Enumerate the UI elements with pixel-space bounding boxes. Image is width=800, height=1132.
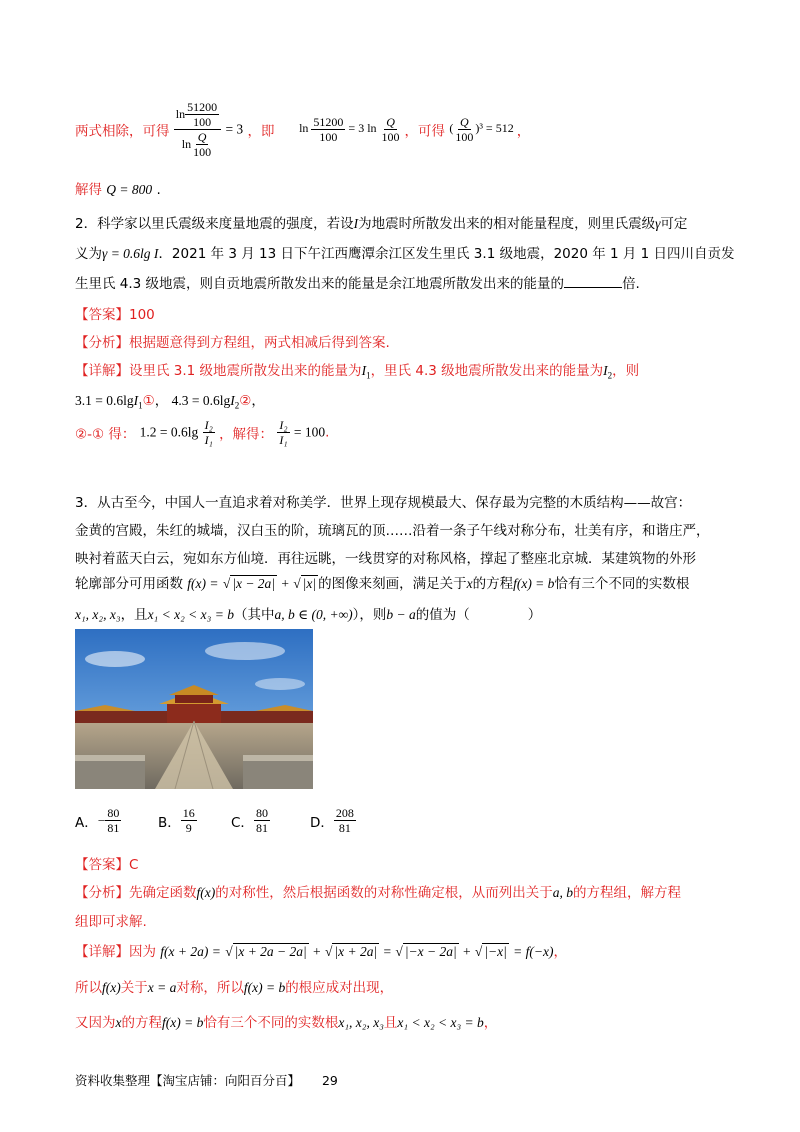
plus: + — [281, 576, 289, 591]
page-number: 29 — [321, 1073, 338, 1088]
domain: a, b ∈ (0, +∞) — [274, 607, 353, 622]
frac-den: 100 — [193, 115, 212, 129]
q2-text: ．2021 年 3 月 13 日下午江西鹰潭余江区发生里氏 3.1 级地震，2020 年 1 月 1 日四川自贡发 — [158, 246, 735, 262]
q3-detail-line1: 【详解】因为 f(x + 2a) = √ |x + 2a − 2a| + √ |x + 2a| = √ |−x − 2a| + √ |−x| = f(−x)， — [75, 944, 568, 960]
q3-text: 恰有三个不同的实数根 — [554, 576, 690, 592]
q2-text: 2．科学家以里氏震级来度量地震的强度，若设 — [75, 216, 354, 232]
q3-text: 的图像来刻画，满足关于 — [318, 576, 467, 592]
q2-line3 — [75, 272, 640, 292]
q2-text: 为地震时所散发出来的相对能量程度，则里氏震级 — [358, 216, 656, 232]
analysis-text: 的对称性，然后根据函数的对称性确定根，从而列出关于 — [215, 885, 553, 901]
frac-num: I₂ — [279, 418, 288, 432]
q2-answer: 【答案】100 — [75, 307, 155, 323]
math-gamma: γ — [655, 216, 661, 231]
option-a-label: A． — [75, 814, 98, 831]
frac-den: 81 — [255, 821, 268, 835]
frac-num: 80 — [107, 806, 120, 820]
equals: = — [383, 944, 392, 959]
detail-text: ，则 — [612, 363, 640, 379]
sqrt-term: |−x| — [484, 944, 507, 959]
frac-den: 100 — [455, 130, 474, 144]
eq-three-power: ( $\frac{Q}{100}$ )³ = 512 — [449, 115, 514, 144]
frac-den: 100 — [319, 130, 338, 144]
subtract-label: ②-① 得： — [75, 426, 136, 443]
sqrt-term: |−x − 2a| — [404, 944, 457, 959]
vars: a, b — [552, 885, 573, 900]
q3-text: ，且 — [120, 607, 148, 623]
q3-line4: 轮廓部分可用函数 f(x) = √ |x − 2a| + √ |x| 的图像来刻画，满足关于x的方程f(x) = b恰有三个不同的实数根 — [75, 576, 690, 592]
top-prefix: 两式相除，可得 — [75, 123, 170, 140]
frac-num: I₂ — [204, 418, 213, 432]
detail-text: 【详解】设里氏 3.1 级地震所散发出来的能量为 — [75, 363, 362, 379]
equation: f(x) = b — [162, 1015, 204, 1030]
footer-text: 资料收集整理【淘宝店铺：向阳百分百】 — [75, 1073, 301, 1088]
func-shift: f(x + 2a) = — [160, 944, 221, 959]
detail-text: 且 — [383, 1015, 398, 1031]
q3-detail-line3 — [75, 1011, 497, 1031]
page-footer — [75, 1071, 338, 1089]
frac-num: 51200 — [313, 115, 344, 129]
eq-three: = 3 — [225, 121, 244, 137]
detail-text: 关于 — [120, 980, 148, 996]
option-b-label: B． — [158, 814, 181, 831]
q3-line5 — [75, 603, 541, 623]
detail-text: ，里氏 4.3 级地震所散发出来的能量为 — [370, 363, 604, 379]
frac-num: 51200 — [187, 100, 218, 114]
func: f(x) — [102, 980, 121, 995]
circle-two: ② — [239, 393, 252, 409]
q3-analysis-line2: 组即可求解. — [75, 914, 147, 930]
option-d[interactable] — [310, 806, 356, 835]
frac-den: 100 — [381, 130, 400, 144]
detail-text: 又因为 — [75, 1015, 116, 1031]
sqrt-term: |x − 2a| — [232, 576, 276, 591]
ln-label: ln — [181, 137, 192, 151]
eq-mid: = 3 ln — [348, 121, 377, 136]
q2-text: 生里氏 4.3 级地震，则自贡地震所散发出来的能量是余江地震所散发出来的能量的 — [75, 276, 565, 292]
equation: f(x) = b — [243, 980, 286, 995]
frac-num: 16 — [182, 806, 195, 820]
ln-label: ln — [299, 121, 309, 136]
func-def: f(x) = — [187, 576, 219, 591]
math-I2: $I_2$ — [603, 363, 613, 381]
frac-num: 80 — [255, 806, 268, 820]
q3-line1: 3．从古至今，中国人一直追求着对称美学．世界上现存规模最大、保存最为完整的木质结构——故宫： — [75, 495, 692, 511]
big-fraction — [174, 100, 221, 159]
top-fraction-line — [75, 100, 530, 159]
frac-den: 81 — [107, 821, 120, 835]
q3-analysis-line1 — [75, 881, 681, 901]
sqrt-term: |x + 2a − 2a| — [234, 944, 307, 959]
solve-prefix: 解得 — [75, 182, 102, 198]
math-x: x — [115, 1015, 122, 1030]
frac-den: I₁ — [204, 433, 213, 447]
comma: ， — [251, 393, 265, 409]
option-b[interactable] — [158, 806, 231, 835]
frac-den: 81 — [338, 821, 351, 835]
ln-label: ln — [175, 107, 186, 121]
q3-answer: 【答案】C — [75, 857, 139, 873]
equation: f(x) = b — [513, 576, 555, 591]
comma: ， — [483, 1015, 498, 1031]
solve-line — [75, 178, 161, 198]
detail-text: 所以 — [75, 980, 102, 996]
q2-line2 — [75, 242, 735, 262]
frac-den: 9 — [185, 821, 192, 835]
option-a[interactable] — [75, 806, 158, 835]
forbidden-city-illustration — [75, 629, 313, 789]
plus: + — [313, 944, 321, 959]
kede-text: ，可得 — [404, 123, 446, 140]
eq-two — [299, 115, 404, 144]
q2-detail — [75, 359, 639, 381]
q3-line2: 金黄的宫殿，朱红的城墙，汉白玉的阶，琉璃瓦的顶……沿着一条子午线对称分布，壮美有序，和谐庄严， — [75, 523, 710, 539]
q2-line1 — [75, 212, 687, 232]
option-d-label: D． — [310, 814, 334, 831]
func-neg: = f(−x) — [513, 944, 554, 959]
detail-text: 的方程 — [121, 1015, 162, 1031]
roots: x₁, x₂, x₃ — [338, 1015, 384, 1030]
answer-blank — [564, 275, 622, 288]
q2-subtract — [75, 418, 329, 447]
comma: ， — [553, 944, 568, 960]
comma: ， — [516, 123, 531, 140]
q3-text: （其中 — [233, 607, 275, 623]
q2-text: 倍. — [622, 276, 640, 292]
q3-text: 轮廓部分可用函数 — [75, 576, 183, 592]
sqrt-term: |x| — [302, 576, 317, 591]
q2-text: 义为 — [75, 246, 102, 262]
target-expr: b − a — [386, 607, 416, 622]
q3-line3: 映衬着蓝天白云，宛如东方仙境．再往远眺，一线贯穿的对称风格，撑起了整座北京城．某建筑物的外形 — [75, 551, 696, 567]
subtract-eq: 1.2 = 0.6lg — [139, 424, 199, 440]
q3-text: ） — [527, 607, 542, 623]
q3-text: 的值为（ — [415, 607, 470, 623]
result-eq: = 100 — [293, 424, 326, 440]
detail-text: 的根应成对出现， — [285, 980, 394, 996]
plus: + — [463, 944, 471, 959]
analysis-text: 【分析】先确定函数 — [75, 885, 197, 901]
detail-text: 【详解】因为 — [75, 944, 156, 960]
period: . — [325, 424, 330, 441]
frac-num: Q — [459, 115, 469, 129]
func: f(x) — [196, 885, 216, 900]
frac-num: 208 — [335, 806, 354, 820]
option-c[interactable] — [231, 806, 310, 835]
period: . — [156, 182, 161, 198]
circle-one: ① — [142, 393, 155, 409]
math-I1: $I_1$ — [133, 393, 143, 411]
roots-order: x₁ < x₂ < x₃ = b — [397, 1015, 484, 1030]
math-I: I — [353, 216, 359, 231]
minus-sign: − — [97, 812, 106, 828]
q2-formula: γ = 0.6lg I — [102, 246, 159, 261]
option-c-label: C． — [231, 814, 254, 831]
q3-text: ），则 — [352, 607, 387, 623]
q2-text: 可定 — [660, 216, 688, 232]
solve-eq: Q = 800 — [106, 182, 153, 197]
forbidden-city-photo — [75, 629, 313, 789]
math-I1: $I_1$ — [361, 363, 371, 381]
math-I2: $I_2$ — [230, 393, 240, 411]
q3-detail-line2 — [75, 976, 393, 996]
frac-den: 100 — [193, 145, 212, 159]
detail-text: 恰有三个不同的实数根 — [203, 1015, 339, 1031]
q2-analysis: 【分析】根据题意得到方程组，两式相减后得到答案. — [75, 335, 390, 351]
detail-text: 对称，所以 — [176, 980, 244, 996]
sqrt-term: |x + 2a| — [334, 944, 378, 959]
solve-label: ，解得： — [219, 426, 274, 443]
analysis-text: 的方程组，解方程 — [572, 885, 681, 901]
q3-text: 的方程 — [472, 576, 514, 592]
math-x: x — [466, 576, 473, 591]
ji-text: ，即 — [247, 123, 275, 140]
q2-equations — [75, 389, 265, 411]
roots-order: x₁ < x₂ < x₃ = b — [147, 607, 234, 622]
equation-a: 3.1 = 0.6lg — [75, 393, 134, 408]
axis-eq: x = a — [147, 980, 177, 995]
frac-num: Q — [197, 130, 207, 144]
options-row — [75, 806, 356, 835]
equation-b: ， 4.3 = 0.6lg — [154, 393, 231, 408]
frac-den: I₁ — [279, 433, 288, 447]
frac-num: Q — [386, 115, 395, 129]
roots: x₁, x₂, x₃ — [75, 607, 121, 622]
eq-rest: )³ = 512 — [475, 121, 514, 136]
